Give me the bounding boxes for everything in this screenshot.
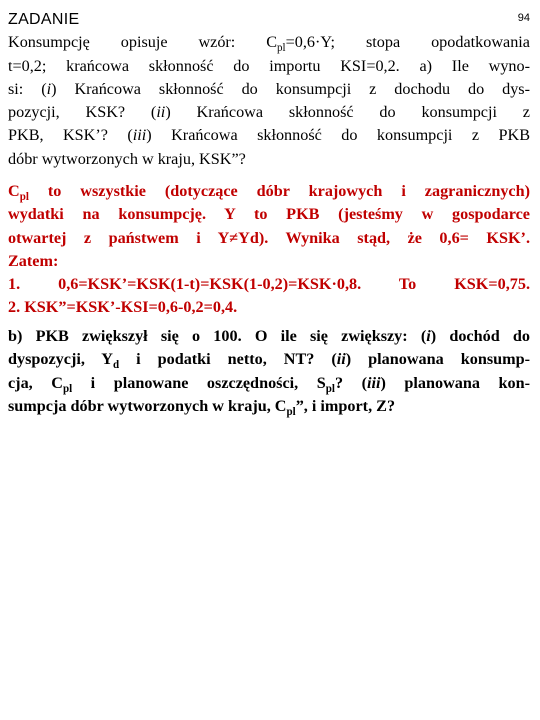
question-b-line-4-part: ”, i import, Z?: [295, 396, 396, 415]
subscript: pl: [325, 382, 335, 395]
question-b-line-2-part: ) planowana konsump-: [345, 350, 530, 369]
answer-line-4: [8, 250, 530, 273]
subscript: pl: [62, 382, 73, 395]
task-line-2: [8, 55, 530, 78]
question-b-line-3-part: i planowane oszczędności, S: [72, 373, 326, 392]
subscript: pl: [277, 42, 286, 55]
answer-line-6: [8, 296, 530, 319]
answer-text: [8, 180, 530, 320]
task-line-5-part: ) Krańcowa skłonność do konsumpcji z PKB: [146, 126, 530, 145]
item-marker: i: [426, 327, 431, 345]
task-line-2-text: t=0,2; krańcowa skłonność do importu KSI=0,2. a) Ile wyno-: [8, 56, 530, 75]
task-line-3: [8, 78, 530, 101]
item-marker: iii: [366, 373, 381, 392]
question-b-line-3-part: cja, C: [8, 373, 63, 392]
answer-line-1: [8, 180, 530, 203]
question-b-line-2-part: dyspozycji, Y: [8, 350, 113, 369]
subscript: d: [112, 359, 120, 372]
task-line-6: [8, 148, 530, 171]
task-line-4-part: ) Krańcowa skłonność do konsumpcji z: [165, 103, 530, 122]
question-b-line-1-part: ) dochód do: [430, 327, 530, 345]
task-line-1-part: Konsumpcję opisuje wzór: C: [8, 33, 278, 52]
subscript: pl: [19, 190, 29, 203]
page-number: 94: [517, 12, 530, 24]
task-line-1-part: =0,6·Y; stopa opodatkowania: [285, 33, 530, 52]
answer-line-5-text: 1. 0,6=KSK’=KSK(1-t)=KSK(1-0,2)=KSK·0,8. To KSK=0,75.: [8, 275, 530, 294]
task-line-5: [8, 124, 530, 147]
task-line-3-part: ) Krańcowa skłonność do konsumpcji z dochodu do dys-: [51, 79, 530, 98]
answer-line-5: [8, 273, 530, 296]
answer-line-1-part: to wszystkie (dotyczące dóbr krajowych i zagranicznych): [28, 182, 530, 200]
question-b-line-2: [8, 348, 530, 371]
heading: [8, 8, 530, 31]
question-b-line-3-part: ? (: [334, 373, 367, 392]
task-text: [8, 8, 530, 171]
answer-line-2-text: wydatki na konsumpcję. Y to PKB (jesteśmy w gospodarce: [8, 205, 530, 224]
question-b-line-4-part: sumpcja dóbr wytworzonych w kraju, C: [8, 396, 287, 415]
heading-text: ZADANIE: [8, 11, 80, 28]
question-b-line-3: [8, 372, 530, 395]
answer-line-1-part: C: [8, 182, 20, 200]
question-b-line-1: [8, 325, 530, 348]
item-marker: ii: [156, 103, 166, 122]
answer-line-2: [8, 203, 530, 226]
task-line-4-part: pozycji, KSK? (: [8, 103, 157, 122]
task-line-5-part: PKB, KSK’? (: [8, 126, 133, 145]
question-b-line-2-part: i podatki netto, NT? (: [119, 350, 337, 369]
question-b-line-3-part: ) planowana kon-: [380, 373, 530, 392]
answer-line-6-text: 2. KSK”=KSK’-KSI=0,6-0,2=0,4.: [8, 298, 238, 317]
question-b-line-4: [8, 395, 530, 418]
answer-line-3-text: otwartej z państwem i Y≠Yd). Wynika stąd, że 0,6= KSK’.: [8, 228, 530, 247]
item-marker: ii: [336, 350, 346, 369]
task-line-1: [8, 31, 530, 54]
task-line-3-part: si: (: [8, 79, 47, 98]
answer-line-4-text: Zatem:: [8, 251, 59, 270]
task-line-4: [8, 101, 530, 124]
answer-line-3: [8, 227, 530, 250]
task-line-6-text: dóbr wytworzonych w kraju, KSK”?: [8, 149, 246, 168]
question-b-text: [8, 325, 530, 418]
subscript: pl: [286, 405, 296, 418]
question-b-line-1-part: b) PKB zwiększył się o 100. O ile się zwiększy: (: [8, 327, 427, 345]
item-marker: iii: [132, 126, 147, 145]
item-marker: i: [46, 79, 52, 98]
